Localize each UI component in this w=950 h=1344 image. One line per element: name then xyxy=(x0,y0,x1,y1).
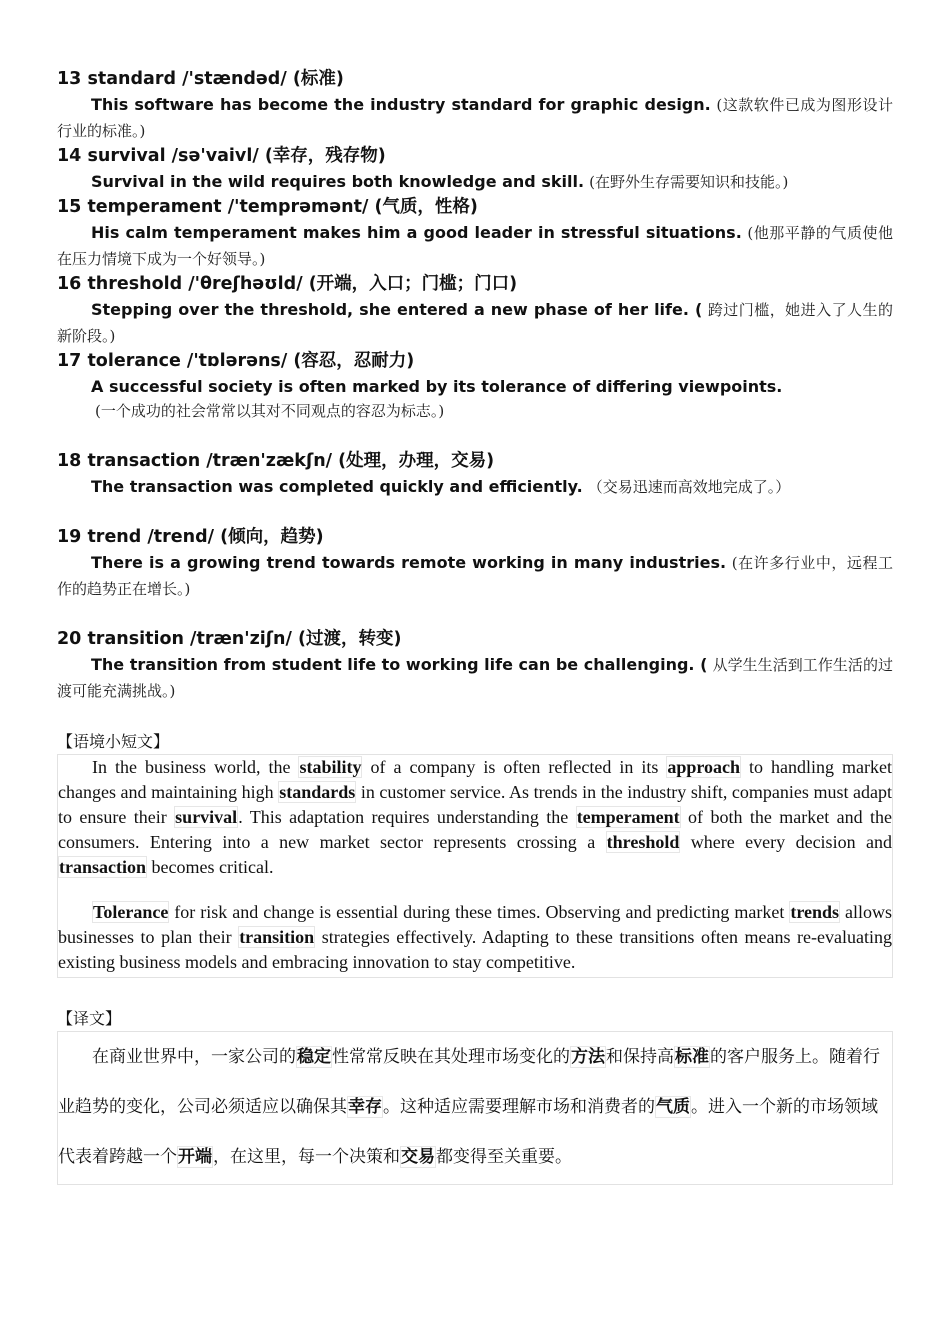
keyword: 交易 xyxy=(401,1147,435,1167)
example-english: This software has become the industry standard for graphic design. xyxy=(91,95,711,114)
headword-meaning: (过渡，转变) xyxy=(298,629,402,649)
keyword: stability xyxy=(299,757,362,777)
translation-title: 【译文】 xyxy=(57,1009,122,1028)
example-sentence xyxy=(57,92,893,144)
headword-phonetic: 15 temperament /'temprəmənt/ xyxy=(57,197,375,217)
keyword: transition xyxy=(239,927,315,947)
keyword: transaction xyxy=(59,857,146,877)
keyword: 方法 xyxy=(571,1047,605,1067)
text-run: 都变得至关重要。 xyxy=(436,1147,572,1167)
keyword: approach xyxy=(667,757,741,777)
headword xyxy=(57,627,893,652)
example-english: There is a growing trend towards remote working in many industries. xyxy=(91,553,727,572)
keyword: threshold xyxy=(606,832,680,852)
vocabulary-list xyxy=(57,67,893,704)
text-run: becomes critical. xyxy=(147,857,274,877)
example-chinese: (在野外生存需要知识和技能。) xyxy=(589,173,789,191)
text-run: 。进入一个新的市场领域代表着跨越一个 xyxy=(58,1097,878,1167)
example-sentence xyxy=(57,652,893,704)
headword xyxy=(57,272,893,297)
example-sentence xyxy=(57,169,893,195)
text-run: In the business world, the xyxy=(92,757,299,777)
vocab-entry xyxy=(57,349,893,424)
example-chinese: (一个成功的社会常常以其对不同观点的容忍为标志。) xyxy=(95,402,445,420)
paragraph xyxy=(58,755,892,880)
example-sentence xyxy=(57,550,893,602)
example-chinese: （交易迅速而高效地完成了。） xyxy=(587,478,791,496)
keyword: 气质 xyxy=(656,1097,690,1117)
example-chinese: 从学生生活到工作生活的过渡可能充满挑战。) xyxy=(57,656,894,700)
example-sentence xyxy=(57,220,893,272)
keyword: 开端 xyxy=(178,1147,212,1167)
text-run: strategies effectively. Adapting to these transitions often means re-evaluating existing business models and embracing innovation to stay competitive. xyxy=(58,927,892,972)
text-run: 。这种适应需要理解市场和消费者的 xyxy=(383,1097,655,1117)
headword-meaning: (处理，办理，交易) xyxy=(338,451,495,471)
headword-meaning: (开端，入口；门槛；门口) xyxy=(308,274,518,294)
example-english: His calm temperament makes him a good leader in stressful situations. xyxy=(91,223,742,242)
example-chinese: (他那平静的气质使他在压力情境下成为一个好领导。) xyxy=(57,224,893,268)
example-chinese: (在许多行业中，远程工作的趋势正在增长。) xyxy=(57,554,894,598)
paragraph xyxy=(58,900,892,975)
headword xyxy=(57,449,893,474)
headword xyxy=(57,144,893,169)
vocab-entry xyxy=(57,449,893,500)
headword-phonetic: 19 trend /trend/ xyxy=(57,527,221,547)
text-run: to handling market changes and maintaining high xyxy=(58,757,892,802)
passage-title: 【语境小短文】 xyxy=(57,732,170,751)
vocab-entry xyxy=(57,195,893,272)
passage-translation xyxy=(57,1031,893,1185)
example-sentence xyxy=(57,297,893,349)
headword xyxy=(57,67,893,92)
headword-phonetic: 18 transaction /træn'zækʃn/ xyxy=(57,451,339,471)
text-run: ，在这里，每一个决策和 xyxy=(213,1147,400,1167)
headword-phonetic: 17 tolerance /'tɒlərəns/ xyxy=(57,351,294,371)
headword-phonetic: 14 survival /sə'vaivl/ xyxy=(57,146,265,166)
paragraph xyxy=(58,1032,892,1182)
keyword: 标准 xyxy=(675,1047,709,1067)
text-run: 的客户服务上。随着行业趋势的变化，公司必须适应以确保其 xyxy=(58,1047,880,1117)
headword xyxy=(57,349,893,374)
vocab-entry xyxy=(57,525,893,602)
vocab-entry xyxy=(57,144,893,195)
keyword: temperament xyxy=(576,807,680,827)
example-chinese: 跨过门槛，她进入了人生的新阶段。) xyxy=(57,301,893,345)
headword-meaning: (标准) xyxy=(292,69,344,89)
keyword: 幸存 xyxy=(348,1097,382,1117)
text-run: in customer service. As trends in the industry shift, companies must adapt to ensure their xyxy=(58,782,892,827)
example-chinese: (这款软件已成为图形设计行业的标准。) xyxy=(57,96,893,140)
example-english: Survival in the wild requires both knowledge and skill. xyxy=(91,172,585,191)
keyword: Tolerance xyxy=(93,902,169,922)
text-run: allows businesses to plan their xyxy=(58,902,893,947)
example-english: The transition from student life to working life can be challenging. ( xyxy=(91,655,708,674)
keyword: 稳定 xyxy=(297,1047,331,1067)
example-sentence xyxy=(57,474,893,500)
vocab-entry xyxy=(57,67,893,144)
headword xyxy=(57,525,893,550)
headword-meaning: (容忍，忍耐力) xyxy=(293,351,415,371)
text-run: of both the market and the consumers. Entering into a new market sector represents crossing a xyxy=(58,807,892,852)
example-english: A successful society is often marked by its tolerance of differing viewpoints. xyxy=(91,377,783,396)
text-run: . This adaptation requires understanding the xyxy=(238,807,576,827)
keyword: trends xyxy=(790,902,840,922)
headword-meaning: (气质，性格) xyxy=(374,197,478,217)
text-run: for risk and change is essential during these times. Observing and predicting market xyxy=(169,902,790,922)
example-sentence xyxy=(57,374,893,424)
headword-phonetic: 16 threshold /'θreʃhəʊld/ xyxy=(57,274,309,294)
text-run: of a company is often reflected in its xyxy=(362,757,667,777)
text-run: where every decision and xyxy=(680,832,892,852)
vocab-entry xyxy=(57,627,893,704)
example-english: The transaction was completed quickly and efficiently. xyxy=(91,477,583,496)
keyword: survival xyxy=(175,807,238,827)
example-english: Stepping over the threshold, she entered a new phase of her life. ( xyxy=(91,300,703,319)
keyword: standards xyxy=(279,782,356,802)
vocabulary-page xyxy=(57,67,893,1185)
text-run: 在商业世界中，一家公司的 xyxy=(92,1047,296,1067)
headword xyxy=(57,195,893,220)
headword-phonetic: 13 standard /'stændəd/ xyxy=(57,69,293,89)
vocab-entry xyxy=(57,272,893,349)
text-run: 性常常反映在其处理市场变化的 xyxy=(332,1047,570,1067)
headword-meaning: (幸存，残存物) xyxy=(264,146,386,166)
context-passage xyxy=(57,754,893,978)
headword-phonetic: 20 transition /træn'ziʃn/ xyxy=(57,629,298,649)
text-run: 和保持高 xyxy=(606,1047,674,1067)
headword-meaning: (倾向，趋势) xyxy=(220,527,324,547)
